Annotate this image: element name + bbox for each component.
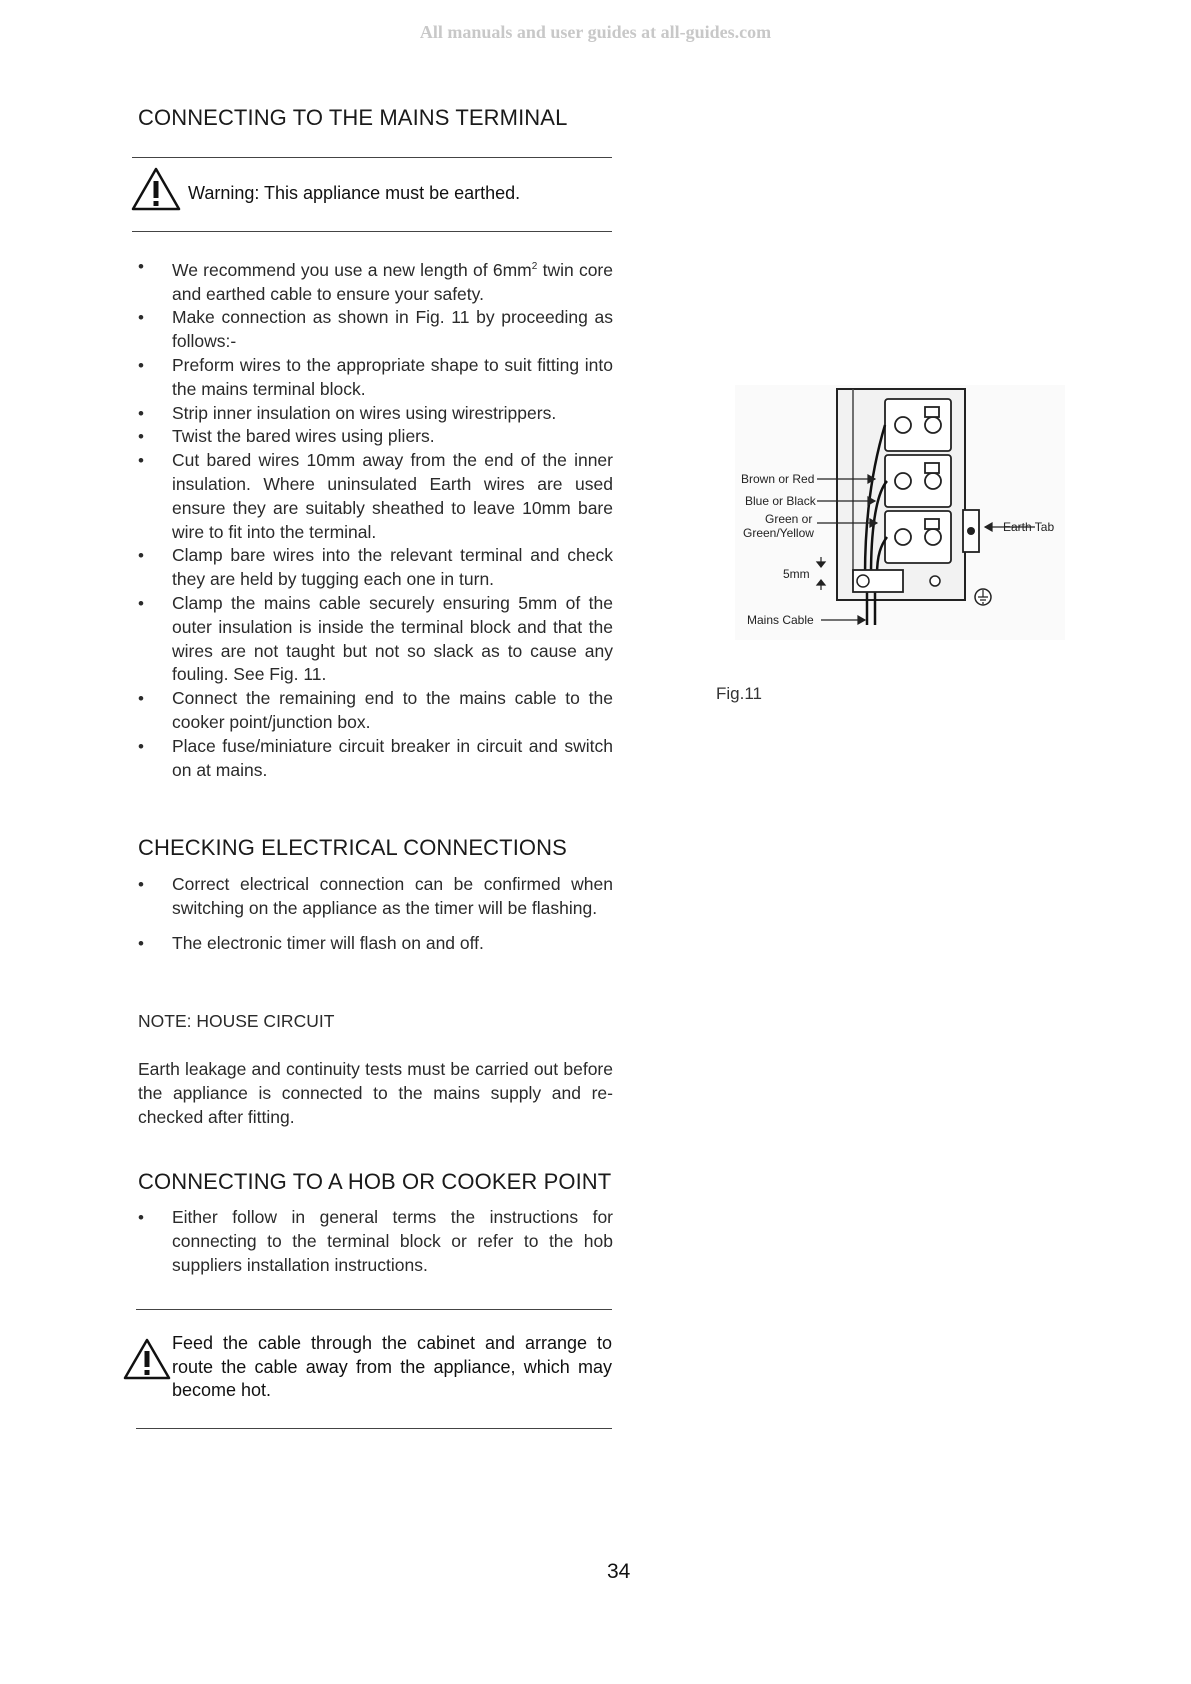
section-title-checking: CHECKING ELECTRICAL CONNECTIONS [138,835,567,860]
figure-caption: Fig.11 [716,684,762,703]
warning-icon [122,1337,172,1381]
section-title-mains-terminal: CONNECTING TO THE MAINS TERMINAL [138,105,568,130]
section-title-hob: CONNECTING TO A HOB OR COOKER POINT [138,1169,612,1194]
cable-routing-warning: Feed the cable through the cabinet and arrange to route the cable away from the appliance, which may become hot. [172,1333,612,1401]
note-title: NOTE: HOUSE CIRCUIT [138,1011,335,1031]
list-item: • The electronic timer will flash on and off. [138,932,613,956]
label-brown-red: Brown or Red [741,472,815,486]
warning-icon [130,166,182,212]
list-item: • Twist the bared wires using pliers. [138,425,613,449]
label-green-yellow: Green/Yellow [743,526,814,540]
divider [136,1309,612,1310]
divider [136,1428,612,1429]
list-item: • Cut bared wires 10mm away from the end of the inner insulation. Where uninsulated Earth wires are used ensure they are suitably sheathed to leave 10mm bare wire to fit into the terminal. [138,449,613,544]
checking-instructions [138,873,613,955]
list-item: • Strip inner insulation on wires using wirestrippers. [138,402,613,426]
list-item: • Either follow in general terms the instructions for connecting to the terminal block or refer to the hob suppliers installation instructions. [138,1206,613,1277]
label-earth-tab: Earth Tab [1003,520,1055,534]
label-5mm: 5mm [783,567,810,581]
label-mains-cable: Mains Cable [747,613,814,627]
page-number: 34 [607,1560,631,1583]
list-item: • Preform wires to the appropriate shape to suit fitting into the mains terminal block. [138,354,613,402]
earthing-warning: Warning: This appliance must be earthed. [188,183,521,203]
list-item: • Correct electrical connection can be confirmed when switching on the appliance as the timer will be flashing. [138,873,613,921]
label-green: Green or [765,512,813,526]
list-item: • Clamp bare wires into the relevant terminal and check they are held by tugging each one in turn. [138,544,613,592]
label-blue-black: Blue or Black [745,494,816,508]
list-item: • Connect the remaining end to the mains cable to the cooker point/junction box. [138,687,613,735]
hob-instructions [138,1206,613,1277]
mains-instructions [138,255,613,782]
list-item: • Clamp the mains cable securely ensuring 5mm of the outer insulation is inside the terminal block and that the wires are not taught but not so slack as to cause any fouling. See Fig. 11. [138,592,613,687]
list-item: • We recommend you use a new length of $6mm^2$ twin core and earthed cable to ensure your safety. [138,255,613,306]
list-item: • Make connection as shown in Fig. 11 by proceeding as follows:- [138,306,613,354]
list-item: • Place fuse/miniature circuit breaker in circuit and switch on at mains. [138,735,613,783]
terminal-block-diagram [735,385,1065,640]
note-text: Earth leakage and continuity tests must be carried out before the appliance is connected to the mains supply and re-checked after fitting. [138,1059,613,1127]
divider [132,231,612,232]
site-banner: All manuals and user guides at all-guides.com [419,22,772,42]
divider [132,157,612,158]
